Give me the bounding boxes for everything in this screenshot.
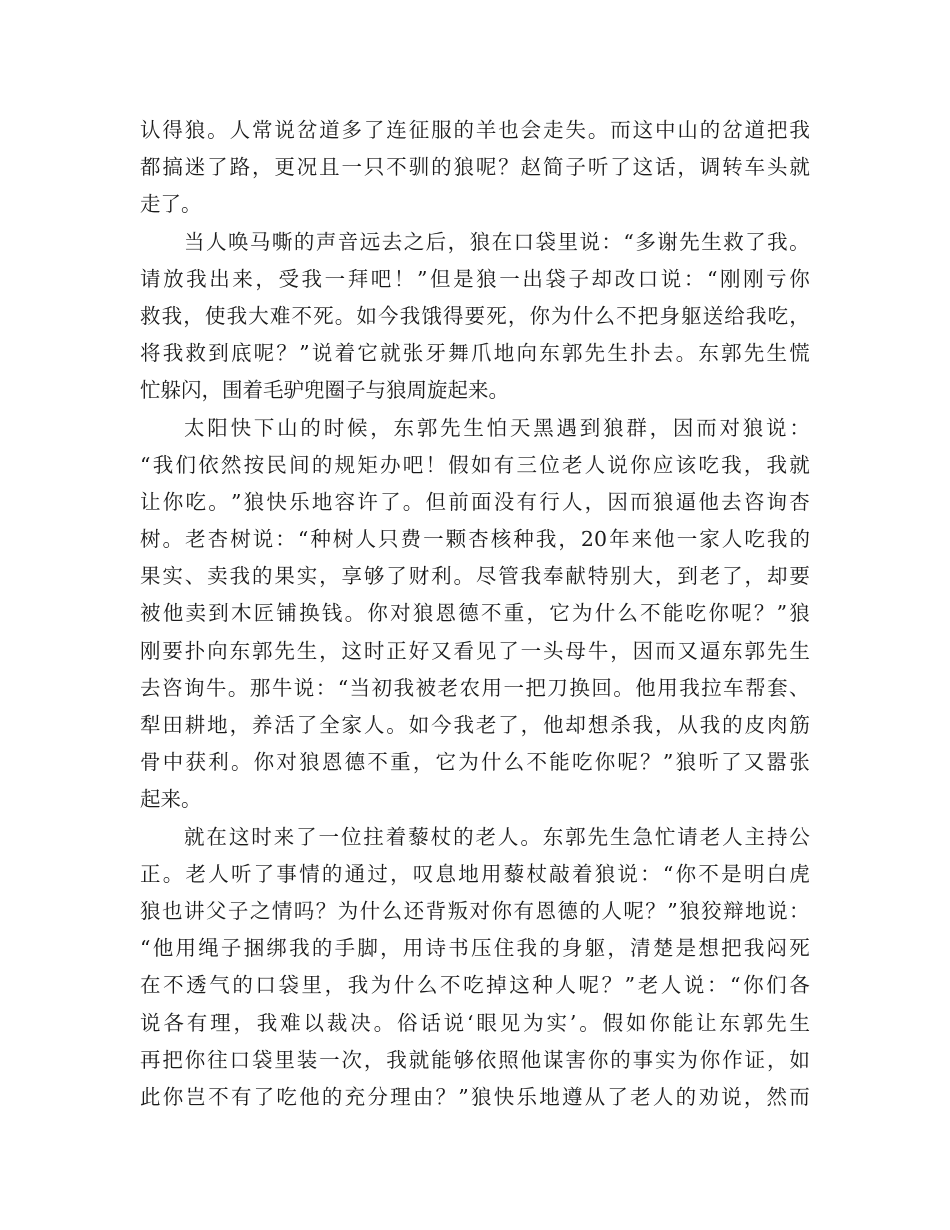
text-line: “ 我 们 依 然 按 民 间 的 规 矩 办 吧 ！ 假 如 有 三 位 老 人 说 你 应 该 吃 我 ， 我 就 <box>140 452 810 477</box>
text-line: 走了。 <box>140 192 202 217</box>
text-line: 犁 田 耕 地 ， 养 活 了 全 家 人 。 如 今 我 老 了 ， 他 却 想 杀 我 ， 从 我 的 皮 肉 筋 <box>140 713 810 737</box>
text-line: 当 人 唤 马 嘶 的 声 音 远 去 之 后 ， 狼 在 口 袋 里 说 ： “ 多 谢 先 生 救 了 我 。 <box>184 229 810 254</box>
text-line: 将 我 救 到 底 呢 ？ ” 说 着 它 就 张 牙 舞 爪 地 向 东 郭 先 生 扑 去 。 东 郭 先 生 慌 <box>140 341 810 366</box>
text-line: 狼 也 讲 父 子 之 情 吗 ？ 为 什 么 还 背 叛 对 你 有 恩 德 的 人 呢 ？ ” 狼 狡 辩 地 说 ： <box>140 898 810 923</box>
text-line: 果 实 、 卖 我 的 果 实 ， 享 够 了 财 利 。 尽 管 我 奉 献 特 别 大 ， 到 老 了 ， 却 要 <box>140 564 810 589</box>
text-line: 再 把 你 往 口 袋 里 装 一 次 ， 我 就 能 够 依 照 他 谋 害 你 的 事 实 为 你 作 证 ， 如 <box>140 1047 810 1072</box>
text-line: 请 放 我 出 来 ， 受 我 一 拜 吧 ！ ” 但 是 狼 一 出 袋 子 却 改 口 说 ： “ 刚 刚 亏 你 <box>140 266 810 291</box>
text-line: 在 不 透 气 的 口 袋 里 ， 我 为 什 么 不 吃 掉 这 种 人 呢 ？ ” 老 人 说 ： “ 你 们 各 <box>140 973 810 998</box>
text-line: 救 我 ， 使 我 大 难 不 死 。 如 今 我 饿 得 要 死 ， 你 为 什 么 不 把 身 躯 送 给 我 吃 ， <box>140 303 810 328</box>
text-line: 都 搞 迷 了 路 ， 更 况 且 一 只 不 驯 的 狼 呢 ？ 赵 简 子 听 了 这 话 ， 调 转 车 头 就 <box>140 155 810 180</box>
text-line: 树 。 老 杏 树 说 ： “ 种 树 人 只 费 一 颗 杏 核 种 我 ， 20 年 来 他 一 家 人 吃 我 的 <box>140 527 810 552</box>
text-line: 起来。 <box>140 787 202 812</box>
text-line: 去 咨 询 牛 。 那 牛 说 ： “ 当 初 我 被 老 农 用 一 把 刀 换 回 。 他 用 我 拉 车 帮 套 、 <box>140 675 810 700</box>
text-line: 让 你 吃 。 ” 狼 快 乐 地 容 许 了 。 但 前 面 没 有 行 人 ， 因 而 狼 逼 他 去 咨 询 杏 <box>140 489 810 514</box>
text-line: 刚 要 扑 向 东 郭 先 生 ， 这 时 正 好 又 看 见 了 一 头 母 牛 ， 因 而 又 逼 东 郭 先 生 <box>140 638 810 663</box>
text-line: 骨 中 获 利 。 你 对 狼 恩 德 不 重 ， 它 为 什 么 不 能 吃 你 呢 ？ ” 狼 听 了 又 嚣 张 <box>140 750 810 775</box>
text-line: 此 你 岂 不 有 了 吃 他 的 充 分 理 由 ？ ” 狼 快 乐 地 遵 从 了 老 人 的 劝 说 ， 然 而 <box>140 1084 810 1109</box>
text-line: 被 他 卖 到 木 匠 铺 换 钱 。 你 对 狼 恩 德 不 重 ， 它 为 什 么 不 能 吃 你 呢 ？ ” 狼 <box>140 601 810 626</box>
text-line: 忙躲闪，围着毛驴兜圈子与狼周旋起来。 <box>140 378 509 403</box>
document-body <box>140 112 810 1116</box>
text-line: “ 他 用 绳 子 捆 绑 我 的 手 脚 ， 用 诗 书 压 住 我 的 身 躯 ， 清 楚 是 想 把 我 闷 死 <box>140 936 810 961</box>
text-line: 太 阳 快 下 山 的 时 候 ， 东 郭 先 生 怕 天 黑 遇 到 狼 群 ， 因 而 对 狼 说 ： <box>184 415 810 440</box>
text-line: 认 得 狼 。 人 常 说 岔 道 多 了 连 征 服 的 羊 也 会 走 失 。 而 这 中 山 的 岔 道 把 我 <box>140 118 810 142</box>
text-line: 正 。 老 人 听 了 事 情 的 通 过 ， 叹 息 地 用 藜 杖 敲 着 狼 说 ： “ 你 不 是 明 白 虎 <box>140 861 810 886</box>
text-line: 说 各 有 理 ， 我 难 以 裁 决 。 俗 话 说 ‘ 眼 见 为 实 ’ 。 假 如 你 能 让 东 郭 先 生 <box>140 1010 810 1035</box>
text-line: 就 在 这 时 来 了 一 位 拄 着 藜 杖 的 老 人 。 东 郭 先 生 急 忙 请 老 人 主 持 公 <box>184 824 810 849</box>
